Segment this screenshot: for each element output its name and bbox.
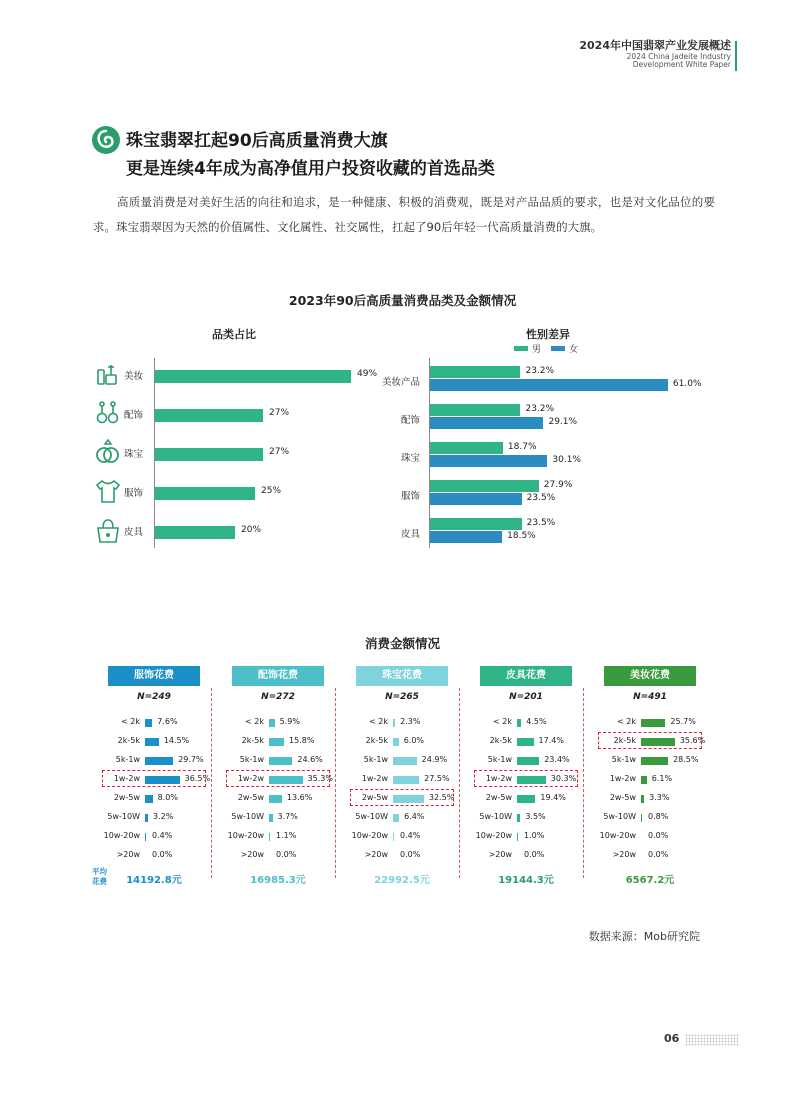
- spend-value-label: 25.7%: [670, 717, 696, 726]
- spend-bar: [393, 719, 395, 727]
- spend-value-label: 29.7%: [178, 755, 204, 764]
- avg-spend-label: [92, 867, 107, 887]
- gender-value-female: 30.1%: [552, 455, 581, 465]
- spend-range-label: 2w-5w: [237, 793, 264, 802]
- spend-value-label: 3.7%: [277, 812, 298, 821]
- spend-bar: [517, 833, 518, 841]
- page-number: 06: [664, 1032, 680, 1045]
- spend-bar: [517, 757, 539, 765]
- spend-range-label: 2k-5k: [365, 736, 388, 745]
- spend-range-label: 1w-2w: [609, 774, 636, 783]
- spend-range-label: 5w-10W: [479, 812, 512, 821]
- spend-bar: [145, 719, 152, 727]
- chart-title: 2023年90后高质量消费品类及金额情况: [288, 293, 517, 308]
- report-title-en-1: 2024 China Jadeite Industry: [626, 51, 731, 61]
- spend-bar: [641, 719, 665, 727]
- spend-average: 14192.8元: [126, 875, 182, 886]
- gender-legend: [514, 342, 578, 355]
- spend-range-label: 5k-1w: [363, 755, 388, 764]
- spend-value-label: 6.1%: [651, 774, 673, 783]
- spend-bar: [517, 738, 534, 746]
- category-row: [93, 477, 423, 507]
- header-accent-bar: [735, 41, 737, 71]
- spend-value-label: 0.0%: [648, 831, 669, 840]
- spend-range-label: 5w-10W: [355, 812, 388, 821]
- avg-spend-label-line1: 平均: [92, 867, 107, 876]
- spend-value-label: 24.6%: [297, 755, 323, 764]
- spend-value-label: 0.8%: [648, 812, 669, 821]
- spend-range-label: 5w-10W: [107, 812, 140, 821]
- spend-range-label: < 2k: [245, 717, 264, 726]
- spend-sample-size: N=265: [385, 692, 419, 702]
- spend-range-label: 5k-1w: [611, 755, 636, 764]
- category-bar: [155, 526, 235, 539]
- legend-swatch-female: [551, 346, 565, 351]
- spend-divider: [211, 688, 212, 878]
- spend-value-label: 15.8%: [289, 736, 315, 745]
- report-title-en-2: Development White Paper: [632, 60, 731, 70]
- category-label: 美妆: [124, 371, 144, 382]
- spend-value-label: 32.5%: [428, 793, 455, 802]
- spend-value-label: 28.5%: [673, 755, 699, 764]
- category-value-label: 20%: [241, 525, 262, 535]
- spend-bar: [269, 738, 284, 746]
- spend-range-label: 1w-2w: [361, 774, 388, 783]
- gender-value-male: 23.5%: [526, 518, 556, 528]
- spend-value-label: 35.3%: [307, 774, 333, 783]
- spend-bar: [641, 757, 668, 765]
- spend-range-label: 10w-20w: [103, 831, 140, 840]
- category-row: [93, 360, 423, 390]
- spend-range-label: 2k-5k: [241, 736, 264, 745]
- spend-panel-header: 美妆花费: [604, 666, 696, 686]
- spend-panel-header: 皮具花费: [480, 666, 572, 686]
- spend-value-label: 30.3%: [550, 774, 577, 783]
- spend-value-label: 13.6%: [286, 793, 313, 802]
- spend-bar: [393, 776, 419, 784]
- spend-range-label: 2w-5w: [609, 793, 636, 802]
- category-label: 皮具: [124, 527, 144, 538]
- spend-bar: [145, 757, 173, 765]
- spend-bar: [145, 795, 153, 803]
- category-value-label: 27%: [269, 447, 290, 457]
- gender-category-label: 美妆产品: [381, 377, 420, 388]
- gender-category-label: 服饰: [400, 491, 420, 502]
- gender-category-label: 珠宝: [400, 453, 420, 464]
- spend-divider: [335, 688, 336, 878]
- spend-range-label: 1w-2w: [237, 774, 264, 783]
- gender-value-female: 18.5%: [507, 531, 536, 541]
- gender-bar-female: [430, 493, 522, 505]
- gender-chart-subtitle: 性别差异: [526, 328, 570, 341]
- spend-value-label: 8.0%: [157, 793, 178, 802]
- gender-value-male: 23.2%: [525, 404, 555, 414]
- section-heading-line1: 珠宝翡翠扛起90后高质量消费大旗: [126, 131, 388, 151]
- spend-value-label: 3.2%: [153, 812, 174, 821]
- spend-bar: [517, 719, 521, 727]
- spend-panel-header: 配饰花费: [232, 666, 324, 686]
- jadeite-logo-icon: [91, 125, 121, 155]
- spend-highlight-box: [102, 770, 206, 787]
- spend-bar: [641, 814, 642, 822]
- spend-bar: [393, 738, 399, 746]
- spend-value-label: 24.9%: [421, 755, 448, 764]
- category-bar: [155, 448, 263, 461]
- spend-bar: [269, 814, 273, 822]
- spend-range-label: >20w: [240, 850, 264, 859]
- spend-range-label: 2w-5w: [485, 793, 512, 802]
- spend-sample-size: N=201: [509, 692, 543, 702]
- spend-bar: [145, 814, 148, 822]
- spend-range-label: 2k-5k: [117, 736, 140, 745]
- spend-bar: [393, 814, 399, 822]
- spend-range-label: 10w-20w: [227, 831, 264, 840]
- gender-value-female: 23.5%: [526, 493, 556, 503]
- spend-value-label: 1.0%: [524, 831, 545, 840]
- spend-value-label: 3.5%: [525, 812, 546, 821]
- legend-swatch-male: [514, 346, 528, 351]
- spend-range-label: 2w-5w: [361, 793, 388, 802]
- spend-value-label: 0.0%: [400, 850, 421, 859]
- gender-bar-female: [430, 455, 547, 467]
- spend-panel-header: 服饰花费: [108, 666, 200, 686]
- spend-range-label: 5k-1w: [115, 755, 140, 764]
- cosmetics-icon: [93, 360, 123, 390]
- spend-highlight-box: [474, 770, 578, 787]
- category-chart-subtitle: 品类占比: [212, 328, 256, 341]
- spend-value-label: 14.5%: [163, 736, 190, 745]
- spend-bar: [145, 738, 159, 746]
- spend-bar: [393, 757, 417, 765]
- spend-bar: [269, 757, 292, 765]
- gender-value-female: 61.0%: [672, 379, 702, 389]
- spend-range-label: < 2k: [493, 717, 512, 726]
- gender-bar-male: [430, 518, 522, 530]
- spend-range-label: >20w: [116, 850, 140, 859]
- spend-bar: [269, 833, 270, 841]
- spend-divider: [459, 688, 460, 878]
- spend-highlight-box: [226, 770, 330, 787]
- shirt-icon: [93, 477, 123, 507]
- spend-range-label: 2k-5k: [489, 736, 512, 745]
- spend-value-label: 0.0%: [524, 850, 545, 859]
- spend-value-label: 17.4%: [538, 736, 564, 745]
- spend-panel-header: 珠宝花费: [356, 666, 448, 686]
- spend-sample-size: N=491: [633, 692, 667, 702]
- avg-spend-label-line2: 花费: [92, 877, 107, 886]
- spend-value-label: 35.6%: [679, 736, 706, 745]
- gender-category-label: 皮具: [400, 529, 420, 540]
- spend-value-label: 0.0%: [152, 850, 173, 859]
- spend-bar: [641, 795, 644, 803]
- category-bar: [155, 370, 351, 383]
- spend-value-label: 0.4%: [400, 831, 421, 840]
- spend-value-label: 6.4%: [404, 812, 425, 821]
- category-label: 配饰: [124, 410, 144, 421]
- handbag-icon: [93, 516, 123, 546]
- spend-highlight-box: [598, 732, 702, 749]
- spend-range-label: 5w-10W: [231, 812, 264, 821]
- spend-range-label: 10w-20w: [351, 831, 388, 840]
- gender-value-male: 18.7%: [507, 442, 537, 452]
- gender-bar-female: [430, 417, 543, 429]
- spend-value-label: 23.4%: [544, 755, 570, 764]
- spend-value-label: 5.9%: [279, 717, 300, 726]
- spend-bar: [517, 814, 520, 822]
- gender-axis: [429, 358, 430, 548]
- category-axis: [154, 358, 155, 548]
- spend-value-label: 0.4%: [152, 831, 173, 840]
- legend-label-male: 男: [532, 345, 542, 355]
- category-label: 珠宝: [124, 449, 144, 460]
- data-source: 数据来源：Mob研究院: [588, 930, 700, 943]
- spend-value-label: 6.0%: [403, 736, 425, 745]
- page-dots-decoration: [685, 1034, 739, 1046]
- spend-bar: [269, 719, 275, 727]
- gender-value-male: 27.9%: [543, 480, 573, 490]
- spend-range-label: 5k-1w: [239, 755, 264, 764]
- gender-bar-male: [430, 404, 520, 416]
- section-heading-line2: 更是连续4年成为高净值用户投资收藏的首选品类: [126, 159, 495, 179]
- spend-value-label: 0.0%: [648, 850, 669, 859]
- spend-average: 6567.2元: [625, 875, 675, 886]
- spend-range-label: 10w-20w: [599, 831, 636, 840]
- report-title-zh: 2024年中国翡翠产业发展概述: [579, 39, 731, 52]
- spend-average: 22992.5元: [374, 875, 430, 886]
- gender-value-male: 23.2%: [525, 366, 555, 376]
- spend-highlight-box: [350, 789, 454, 806]
- spend-bar: [641, 776, 647, 784]
- gender-bar-female: [430, 531, 502, 543]
- category-label: 服饰: [124, 488, 144, 499]
- spend-value-label: 4.5%: [526, 717, 547, 726]
- category-row: [93, 399, 423, 429]
- spend-value-label: 2.3%: [400, 717, 421, 726]
- spend-range-label: < 2k: [121, 717, 140, 726]
- gender-category-label: 配饰: [400, 415, 420, 426]
- category-value-label: 27%: [269, 408, 290, 418]
- category-bar: [155, 409, 263, 422]
- earrings-icon: [93, 399, 123, 429]
- spend-range-label: >20w: [612, 850, 636, 859]
- spend-value-label: 36.5%: [184, 774, 211, 783]
- spend-range-label: 2w-5w: [113, 793, 140, 802]
- gender-value-female: 29.1%: [548, 417, 578, 427]
- category-value-label: 25%: [261, 486, 282, 496]
- spend-bar: [517, 795, 535, 803]
- spend-value-label: 7.6%: [157, 717, 178, 726]
- gender-bar-male: [430, 480, 539, 492]
- spend-range-label: < 2k: [617, 717, 636, 726]
- spend-divider: [583, 688, 584, 878]
- category-value-label: 49%: [357, 369, 378, 379]
- spend-value-label: 27.5%: [424, 774, 450, 783]
- spend-range-label: < 2k: [369, 717, 388, 726]
- spend-range-label: 1w-2w: [485, 774, 512, 783]
- spend-range-label: 5k-1w: [487, 755, 512, 764]
- spend-range-label: >20w: [364, 850, 388, 859]
- category-row: [93, 516, 423, 546]
- spend-value-label: 0.0%: [276, 850, 297, 859]
- spend-value-label: 1.1%: [276, 831, 297, 840]
- gender-bar-male: [430, 442, 503, 454]
- legend-label-female: 女: [569, 345, 579, 355]
- spend-range-label: 5w-10W: [603, 812, 636, 821]
- gender-bar-female: [430, 379, 668, 391]
- spend-average: 16985.3元: [250, 875, 306, 886]
- spend-range-label: 1w-2w: [113, 774, 140, 783]
- category-row: [93, 438, 423, 468]
- spend-value-label: 19.4%: [540, 793, 566, 802]
- intro-paragraph: 高质量消费是对美好生活的向往和追求，是一种健康、积极的消费观，既是对产品品质的要求，也是对文化品位的要求。珠宝翡翠因为天然的价值属性、文化属性、社交属性，扛起了90后年轻一代高质量消费的大旗。: [93, 195, 715, 234]
- spend-range-label: 10w-20w: [475, 831, 512, 840]
- spend-chart-title: 消费金额情况: [364, 636, 440, 651]
- spend-range-label: 2k-5k: [613, 736, 636, 745]
- spend-bar: [269, 795, 282, 803]
- spend-average: 19144.3元: [498, 875, 554, 886]
- spend-sample-size: N=272: [261, 692, 295, 702]
- rings-icon: [93, 438, 123, 468]
- category-bar: [155, 487, 255, 500]
- report-header: [579, 40, 731, 70]
- spend-value-label: 3.3%: [649, 793, 670, 802]
- gender-bar-male: [430, 366, 520, 378]
- spend-sample-size: N=249: [137, 692, 171, 702]
- spend-range-label: >20w: [488, 850, 512, 859]
